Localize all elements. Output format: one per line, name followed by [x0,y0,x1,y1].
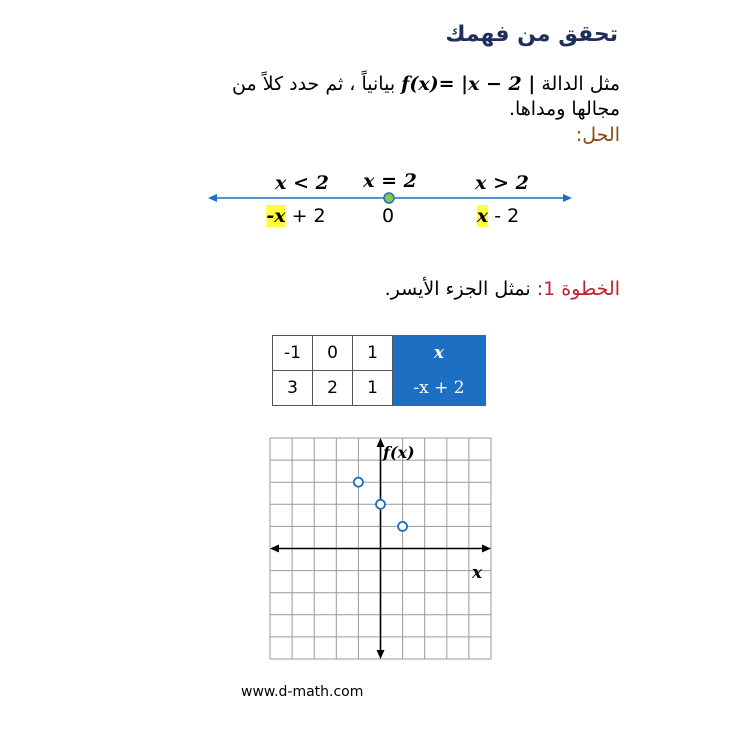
table-cell: 3 [273,371,313,406]
solution-label: الحل: [575,124,620,146]
table-header-x: x [393,336,486,371]
step-1-text: نمثل الجزء الأيسر. [384,278,531,300]
table-cell: 1 [353,371,393,406]
left-expression-var: -x [266,205,286,227]
page-title: تحقق من فهمك [445,22,618,47]
right-expression-var: x [476,205,489,227]
left-expression-rest: + 2 [285,205,326,227]
table-header-fx: -x + 2 [393,371,486,406]
x-axis-left-arrow-icon [270,545,279,553]
right-expression-rest: - 2 [488,205,520,227]
interval-left-label: x < 2 [275,172,329,194]
function-expression: f(x)= |x − 2 | [401,73,536,95]
plot-point [398,522,407,531]
middle-expression: 0 [381,205,395,227]
table-cell: 0 [313,336,353,371]
table-cell: 1 [353,336,393,371]
interval-right-label: x > 2 [475,172,529,194]
plot-point [354,478,363,487]
y-axis-label: f(x) [383,443,415,462]
problem-suffix: بيانياً ، ثم حدد كلاً من مجالها ومداها. [232,73,620,120]
plot-point [376,500,385,509]
table-cell: 2 [313,371,353,406]
y-axis-down-arrow-icon [377,650,385,659]
interval-middle-label: x = 2 [363,170,417,192]
footer-url: www.d-math.com [241,684,364,700]
x-axis-label: x [472,563,483,583]
x-axis-right-arrow-icon [482,545,491,553]
table-cell: -1 [273,336,313,371]
step-1-label: الخطوة 1: [536,278,620,300]
problem-prefix: مثل الدالة [541,73,620,95]
